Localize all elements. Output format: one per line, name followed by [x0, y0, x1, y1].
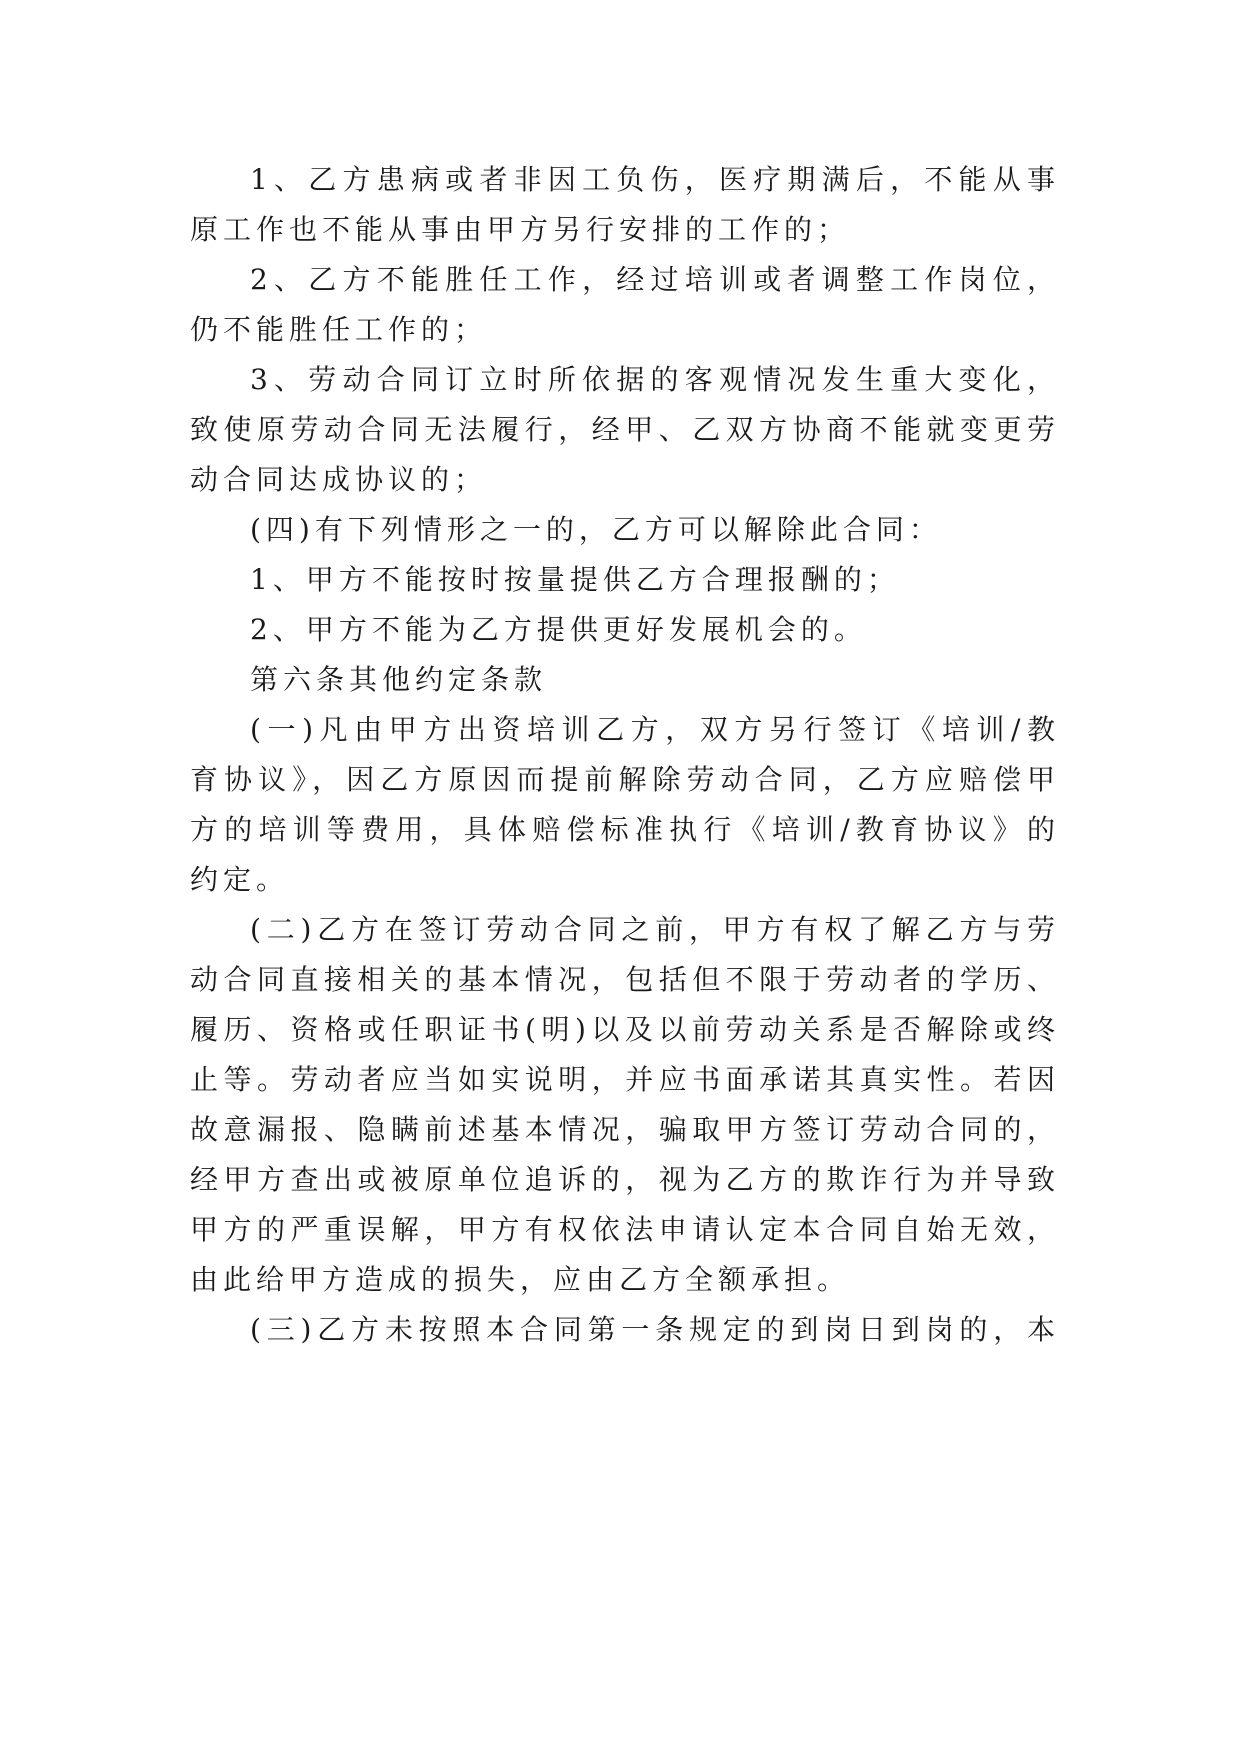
text-line: 由此给甲方造成的损失，应由乙方全额承担。 [190, 1263, 851, 1296]
text-line: 动合同达成协议的； [190, 463, 488, 496]
text-line: 甲方的严重误解，甲方有权依法申请认定本合同自始无效， [190, 1213, 1060, 1246]
text-line: 止等。劳动者应当如实说明，并应书面承诺其真实性。若因 [190, 1063, 1060, 1096]
text-line: 3、劳动合同订立时所依据的客观情况发生重大变化， [250, 363, 1060, 396]
text-line: 育协议》，因乙方原因而提前解除劳动合同，乙方应赔偿甲 [190, 763, 1060, 796]
text-line: 经甲方查出或被原单位追诉的，视为乙方的欺诈行为并导致 [190, 1163, 1060, 1196]
text-line: 约定。 [190, 863, 290, 896]
text-line: 1、乙方患病或者非因工负伤，医疗期满后，不能从事 [250, 163, 1060, 196]
text-line: 致使原劳动合同无法履行，经甲、乙双方协商不能就变更劳 [190, 413, 1060, 446]
text-line: 2、甲方不能为乙方提供更好发展机会的。 [250, 613, 867, 646]
text-line: (四)有下列情形之一的，乙方可以解除此合同： [250, 513, 942, 546]
text-line: 仍不能胜任工作的； [190, 313, 488, 346]
text-line: 故意漏报、隐瞒前述基本情况，骗取甲方签订劳动合同的， [190, 1113, 1060, 1146]
text-line: 方的培训等费用，具体赔偿标准执行《培训/教育协议》的 [190, 813, 1060, 846]
text-line: 原工作也不能从事由甲方另行安排的工作的； [190, 213, 851, 246]
text-line: (三)乙方未按照本合同第一条规定的到岗日到岗的，本 [250, 1313, 1060, 1346]
text-line: (一)凡由甲方出资培训乙方，双方另行签订《培训/教 [250, 713, 1060, 746]
document-body [190, 155, 1060, 1355]
text-line: 1、甲方不能按时按量提供乙方合理报酬的； [250, 563, 900, 596]
text-line: 动合同直接相关的基本情况，包括但不限于劳动者的学历、 [190, 963, 1060, 996]
section-heading: 第六条其他约定条款 [250, 663, 548, 696]
text-line: 2、乙方不能胜任工作，经过培训或者调整工作岗位， [250, 263, 1060, 296]
text-line: (二)乙方在签订劳动合同之前，甲方有权了解乙方与劳 [250, 913, 1060, 946]
text-line: 履历、资格或任职证书(明)以及以前劳动关系是否解除或终 [190, 1013, 1060, 1046]
